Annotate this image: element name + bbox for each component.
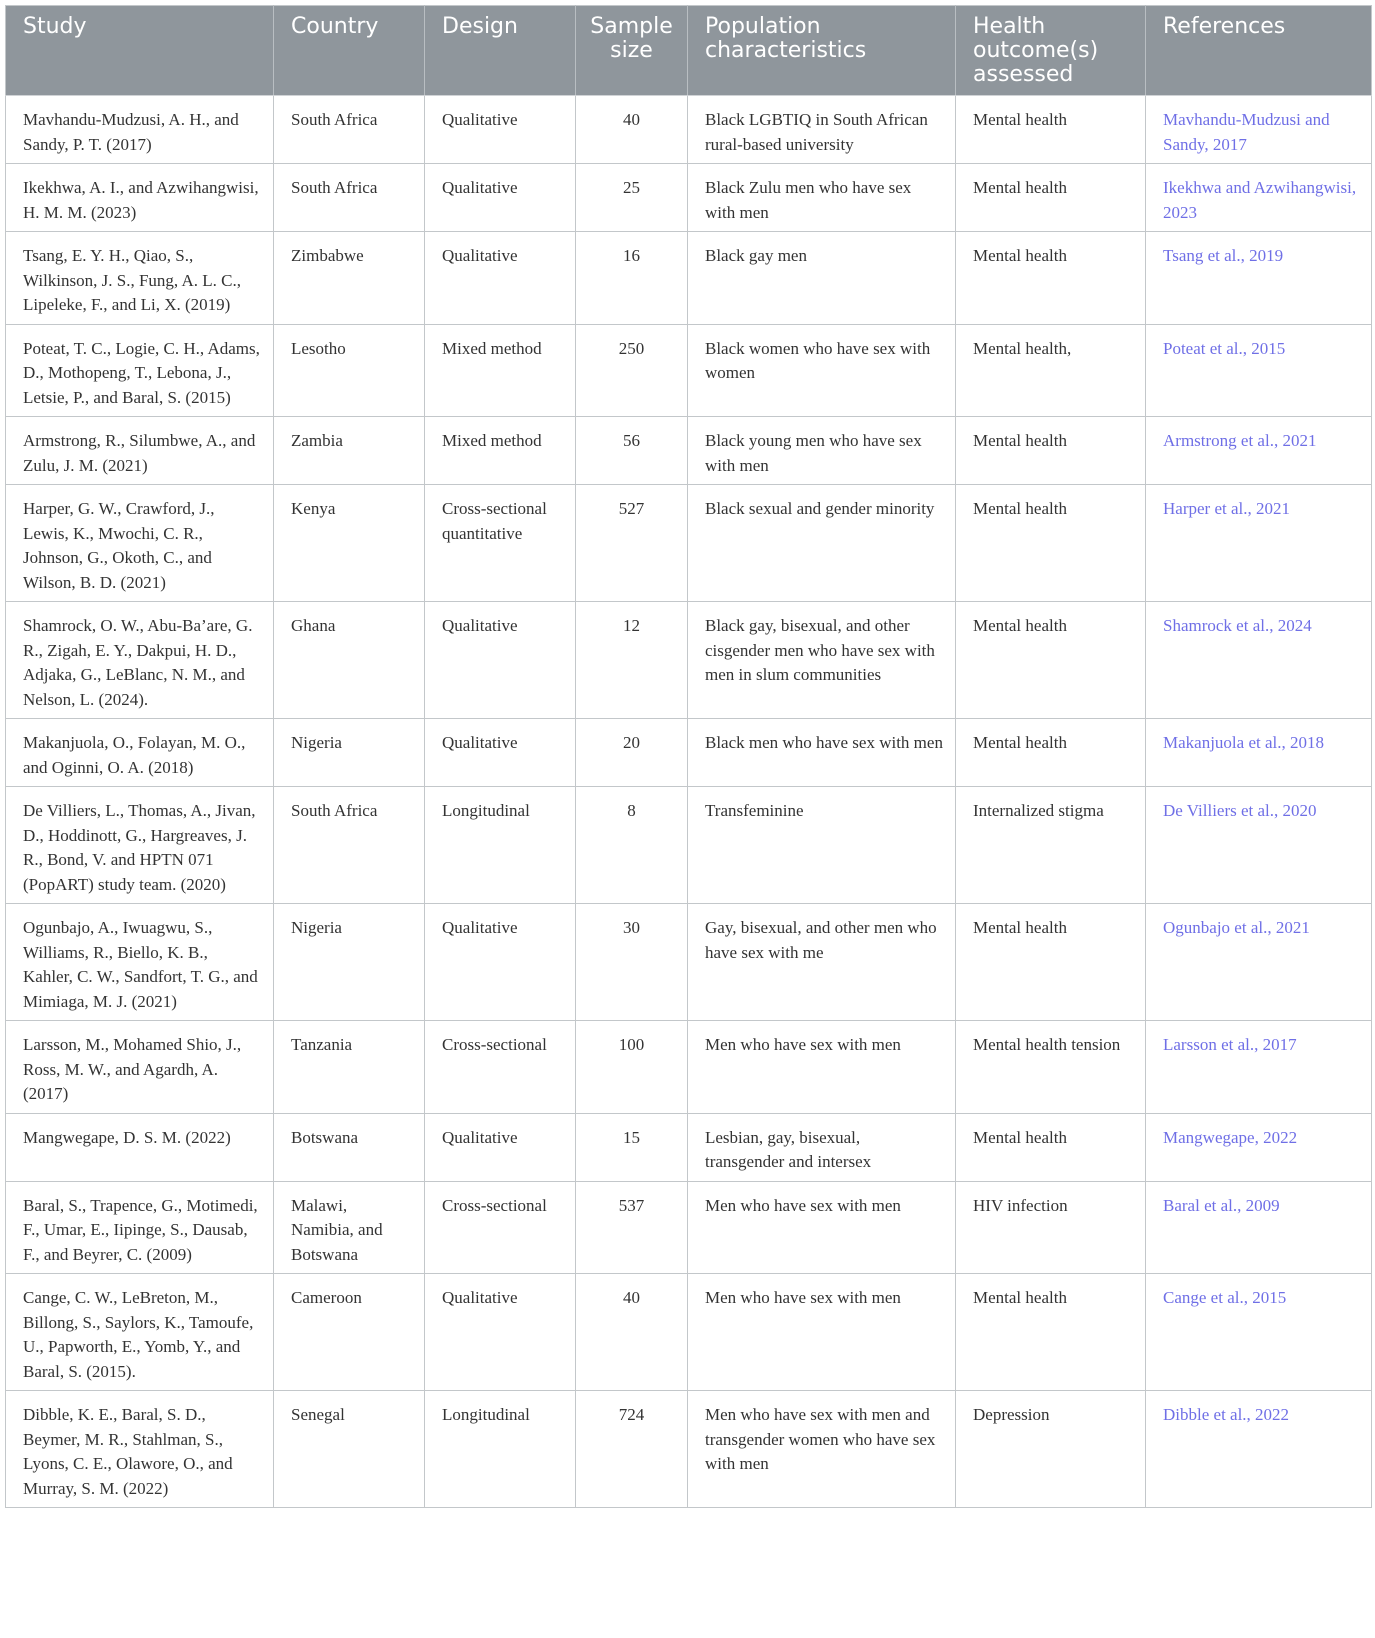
cell-population: Men who have sex with men (688, 1021, 956, 1114)
cell-sample-size: 527 (576, 485, 688, 602)
table-header (6, 6, 1372, 96)
cell-study: Cange, C. W., LeBreton, M., Billong, S., Saylors, K., Tamoufe, U., Papworth, E., Yomb, Y., and Baral, S. (2015). (6, 1274, 274, 1391)
cell-design: Longitudinal (425, 1391, 576, 1508)
cell-study: Mavhandu-Mudzusi, A. H., and Sandy, P. T. (2017) (6, 96, 274, 164)
cell-study: Baral, S., Trapence, G., Motimedi, F., Umar, E., Iipinge, S., Dausab, F., and Beyrer, C. (2009) (6, 1181, 274, 1274)
cell-sample-size: 20 (576, 719, 688, 787)
cell-design: Cross-sectional (425, 1181, 576, 1274)
header-row (6, 6, 1372, 96)
cell-outcome: Mental health, (956, 324, 1146, 417)
cell-country: South Africa (274, 164, 425, 232)
cell-sample-size: 16 (576, 232, 688, 325)
cell-design: Qualitative (425, 602, 576, 719)
cell-country: Senegal (274, 1391, 425, 1508)
table-row (6, 96, 1372, 164)
cell-design: Qualitative (425, 1274, 576, 1391)
cell-study: Larsson, M., Mohamed Shio, J., Ross, M. W., and Agardh, A. (2017) (6, 1021, 274, 1114)
table-row (6, 1181, 1372, 1274)
cell-country: Zambia (274, 417, 425, 485)
table-row (6, 1021, 1372, 1114)
cell-population: Men who have sex with men (688, 1274, 956, 1391)
cell-population: Black sexual and gender minority (688, 485, 956, 602)
cell-study: Makanjuola, O., Folayan, M. O., and Oginni, O. A. (2018) (6, 719, 274, 787)
reference-link[interactable]: Makanjuola et al., 2018 (1146, 719, 1372, 787)
cell-study: Poteat, T. C., Logie, C. H., Adams, D., Mothopeng, T., Lebona, J., Letsie, P., and Baral, S. (2015) (6, 324, 274, 417)
reference-link[interactable]: Harper et al., 2021 (1146, 485, 1372, 602)
cell-country: South Africa (274, 96, 425, 164)
reference-link[interactable]: Shamrock et al., 2024 (1146, 602, 1372, 719)
cell-design: Mixed method (425, 324, 576, 417)
cell-sample-size: 100 (576, 1021, 688, 1114)
cell-design: Cross-sectional quantitative (425, 485, 576, 602)
cell-design: Qualitative (425, 904, 576, 1021)
cell-design: Qualitative (425, 164, 576, 232)
table-row (6, 602, 1372, 719)
cell-study: Mangwegape, D. S. M. (2022) (6, 1113, 274, 1181)
table-row (6, 164, 1372, 232)
cell-sample-size: 8 (576, 787, 688, 904)
reference-link[interactable]: Armstrong et al., 2021 (1146, 417, 1372, 485)
cell-outcome: Mental health (956, 485, 1146, 602)
cell-design: Mixed method (425, 417, 576, 485)
cell-study: Ogunbajo, A., Iwuagwu, S., Williams, R., Biello, K. B., Kahler, C. W., Sandfort, T. G., and Mimiaga, M. J. (2021) (6, 904, 274, 1021)
cell-population: Gay, bisexual, and other men who have sex with me (688, 904, 956, 1021)
cell-design: Qualitative (425, 96, 576, 164)
cell-population: Men who have sex with men (688, 1181, 956, 1274)
cell-study: De Villiers, L., Thomas, A., Jivan, D., Hoddinott, G., Hargreaves, J. R., Bond, V. and HPTN 071 (PopART) study team. (2020) (6, 787, 274, 904)
cell-sample-size: 724 (576, 1391, 688, 1508)
reference-link[interactable]: De Villiers et al., 2020 (1146, 787, 1372, 904)
cell-sample-size: 30 (576, 904, 688, 1021)
table-row (6, 787, 1372, 904)
reference-link[interactable]: Baral et al., 2009 (1146, 1181, 1372, 1274)
cell-country: Botswana (274, 1113, 425, 1181)
cell-study: Tsang, E. Y. H., Qiao, S., Wilkinson, J. S., Fung, A. L. C., Lipeleke, F., and Li, X. (2019) (6, 232, 274, 325)
header-country: Country (274, 6, 425, 96)
cell-population: Lesbian, gay, bisexual, transgender and intersex (688, 1113, 956, 1181)
reference-link[interactable]: Cange et al., 2015 (1146, 1274, 1372, 1391)
cell-outcome: Mental health (956, 164, 1146, 232)
cell-study: Armstrong, R., Silumbwe, A., and Zulu, J. M. (2021) (6, 417, 274, 485)
cell-design: Qualitative (425, 232, 576, 325)
cell-outcome: Mental health (956, 417, 1146, 485)
cell-population: Transfeminine (688, 787, 956, 904)
table-row (6, 417, 1372, 485)
cell-study: Harper, G. W., Crawford, J., Lewis, K., Mwochi, C. R., Johnson, G., Okoth, C., and Wilson, B. D. (2021) (6, 485, 274, 602)
cell-sample-size: 40 (576, 1274, 688, 1391)
cell-outcome: Depression (956, 1391, 1146, 1508)
cell-country: Malawi, Namibia, and Botswana (274, 1181, 425, 1274)
cell-country: Nigeria (274, 904, 425, 1021)
cell-outcome: Mental health (956, 602, 1146, 719)
table-row (6, 904, 1372, 1021)
cell-sample-size: 56 (576, 417, 688, 485)
cell-outcome: Internalized stigma (956, 787, 1146, 904)
header-references: References (1146, 6, 1372, 96)
cell-sample-size: 12 (576, 602, 688, 719)
table-row (6, 485, 1372, 602)
cell-outcome: Mental health (956, 232, 1146, 325)
cell-outcome: HIV infection (956, 1181, 1146, 1274)
cell-outcome: Mental health (956, 1113, 1146, 1181)
reference-link[interactable]: Mangwegape, 2022 (1146, 1113, 1372, 1181)
reference-link[interactable]: Tsang et al., 2019 (1146, 232, 1372, 325)
cell-country: Kenya (274, 485, 425, 602)
cell-country: Lesotho (274, 324, 425, 417)
cell-population: Men who have sex with men and transgender women who have sex with men (688, 1391, 956, 1508)
table-row (6, 232, 1372, 325)
table-body (6, 96, 1372, 1508)
cell-sample-size: 40 (576, 96, 688, 164)
cell-outcome: Mental health (956, 96, 1146, 164)
cell-sample-size: 15 (576, 1113, 688, 1181)
cell-design: Cross-sectional (425, 1021, 576, 1114)
header-design: Design (425, 6, 576, 96)
cell-study: Dibble, K. E., Baral, S. D., Beymer, M. R., Stahlman, S., Lyons, C. E., Olawore, O., and Murray, S. M. (2022) (6, 1391, 274, 1508)
header-population: Population characteristics (688, 6, 956, 96)
cell-country: South Africa (274, 787, 425, 904)
cell-design: Qualitative (425, 1113, 576, 1181)
reference-link[interactable]: Poteat et al., 2015 (1146, 324, 1372, 417)
cell-population: Black young men who have sex with men (688, 417, 956, 485)
header-study: Study (6, 6, 274, 96)
cell-population: Black gay men (688, 232, 956, 325)
cell-sample-size: 250 (576, 324, 688, 417)
cell-population: Black men who have sex with men (688, 719, 956, 787)
table-row (6, 719, 1372, 787)
cell-outcome: Mental health tension (956, 1021, 1146, 1114)
reference-link[interactable]: Ogunbajo et al., 2021 (1146, 904, 1372, 1021)
cell-population: Black women who have sex with women (688, 324, 956, 417)
reference-link[interactable]: Larsson et al., 2017 (1146, 1021, 1372, 1114)
cell-sample-size: 537 (576, 1181, 688, 1274)
cell-country: Nigeria (274, 719, 425, 787)
table-row (6, 1113, 1372, 1181)
cell-study: Ikekhwa, A. I., and Azwihangwisi, H. M. M. (2023) (6, 164, 274, 232)
table-row (6, 1391, 1372, 1508)
cell-sample-size: 25 (576, 164, 688, 232)
cell-study: Shamrock, O. W., Abu-Ba’are, G. R., Zigah, E. Y., Dakpui, H. D., Adjaka, G., LeBlanc, N. M., and Nelson, L. (2024). (6, 602, 274, 719)
cell-country: Tanzania (274, 1021, 425, 1114)
cell-design: Qualitative (425, 719, 576, 787)
cell-outcome: Mental health (956, 1274, 1146, 1391)
cell-design: Longitudinal (425, 787, 576, 904)
table-row (6, 324, 1372, 417)
cell-country: Cameroon (274, 1274, 425, 1391)
cell-population: Black LGBTIQ in South African rural-based university (688, 96, 956, 164)
cell-population: Black gay, bisexual, and other cisgender men who have sex with men in slum communities (688, 602, 956, 719)
header-sample-size: Sample size (576, 6, 688, 96)
cell-country: Zimbabwe (274, 232, 425, 325)
reference-link[interactable]: Mavhandu-Mudzusi and Sandy, 2017 (1146, 96, 1372, 164)
table-row (6, 1274, 1372, 1391)
cell-population: Black Zulu men who have sex with men (688, 164, 956, 232)
reference-link[interactable]: Ikekhwa and Azwihangwisi, 2023 (1146, 164, 1372, 232)
cell-outcome: Mental health (956, 719, 1146, 787)
cell-country: Ghana (274, 602, 425, 719)
header-outcomes: Health outcome(s) assessed (956, 6, 1146, 96)
cell-outcome: Mental health (956, 904, 1146, 1021)
reference-link[interactable]: Dibble et al., 2022 (1146, 1391, 1372, 1508)
studies-table (5, 5, 1372, 1508)
